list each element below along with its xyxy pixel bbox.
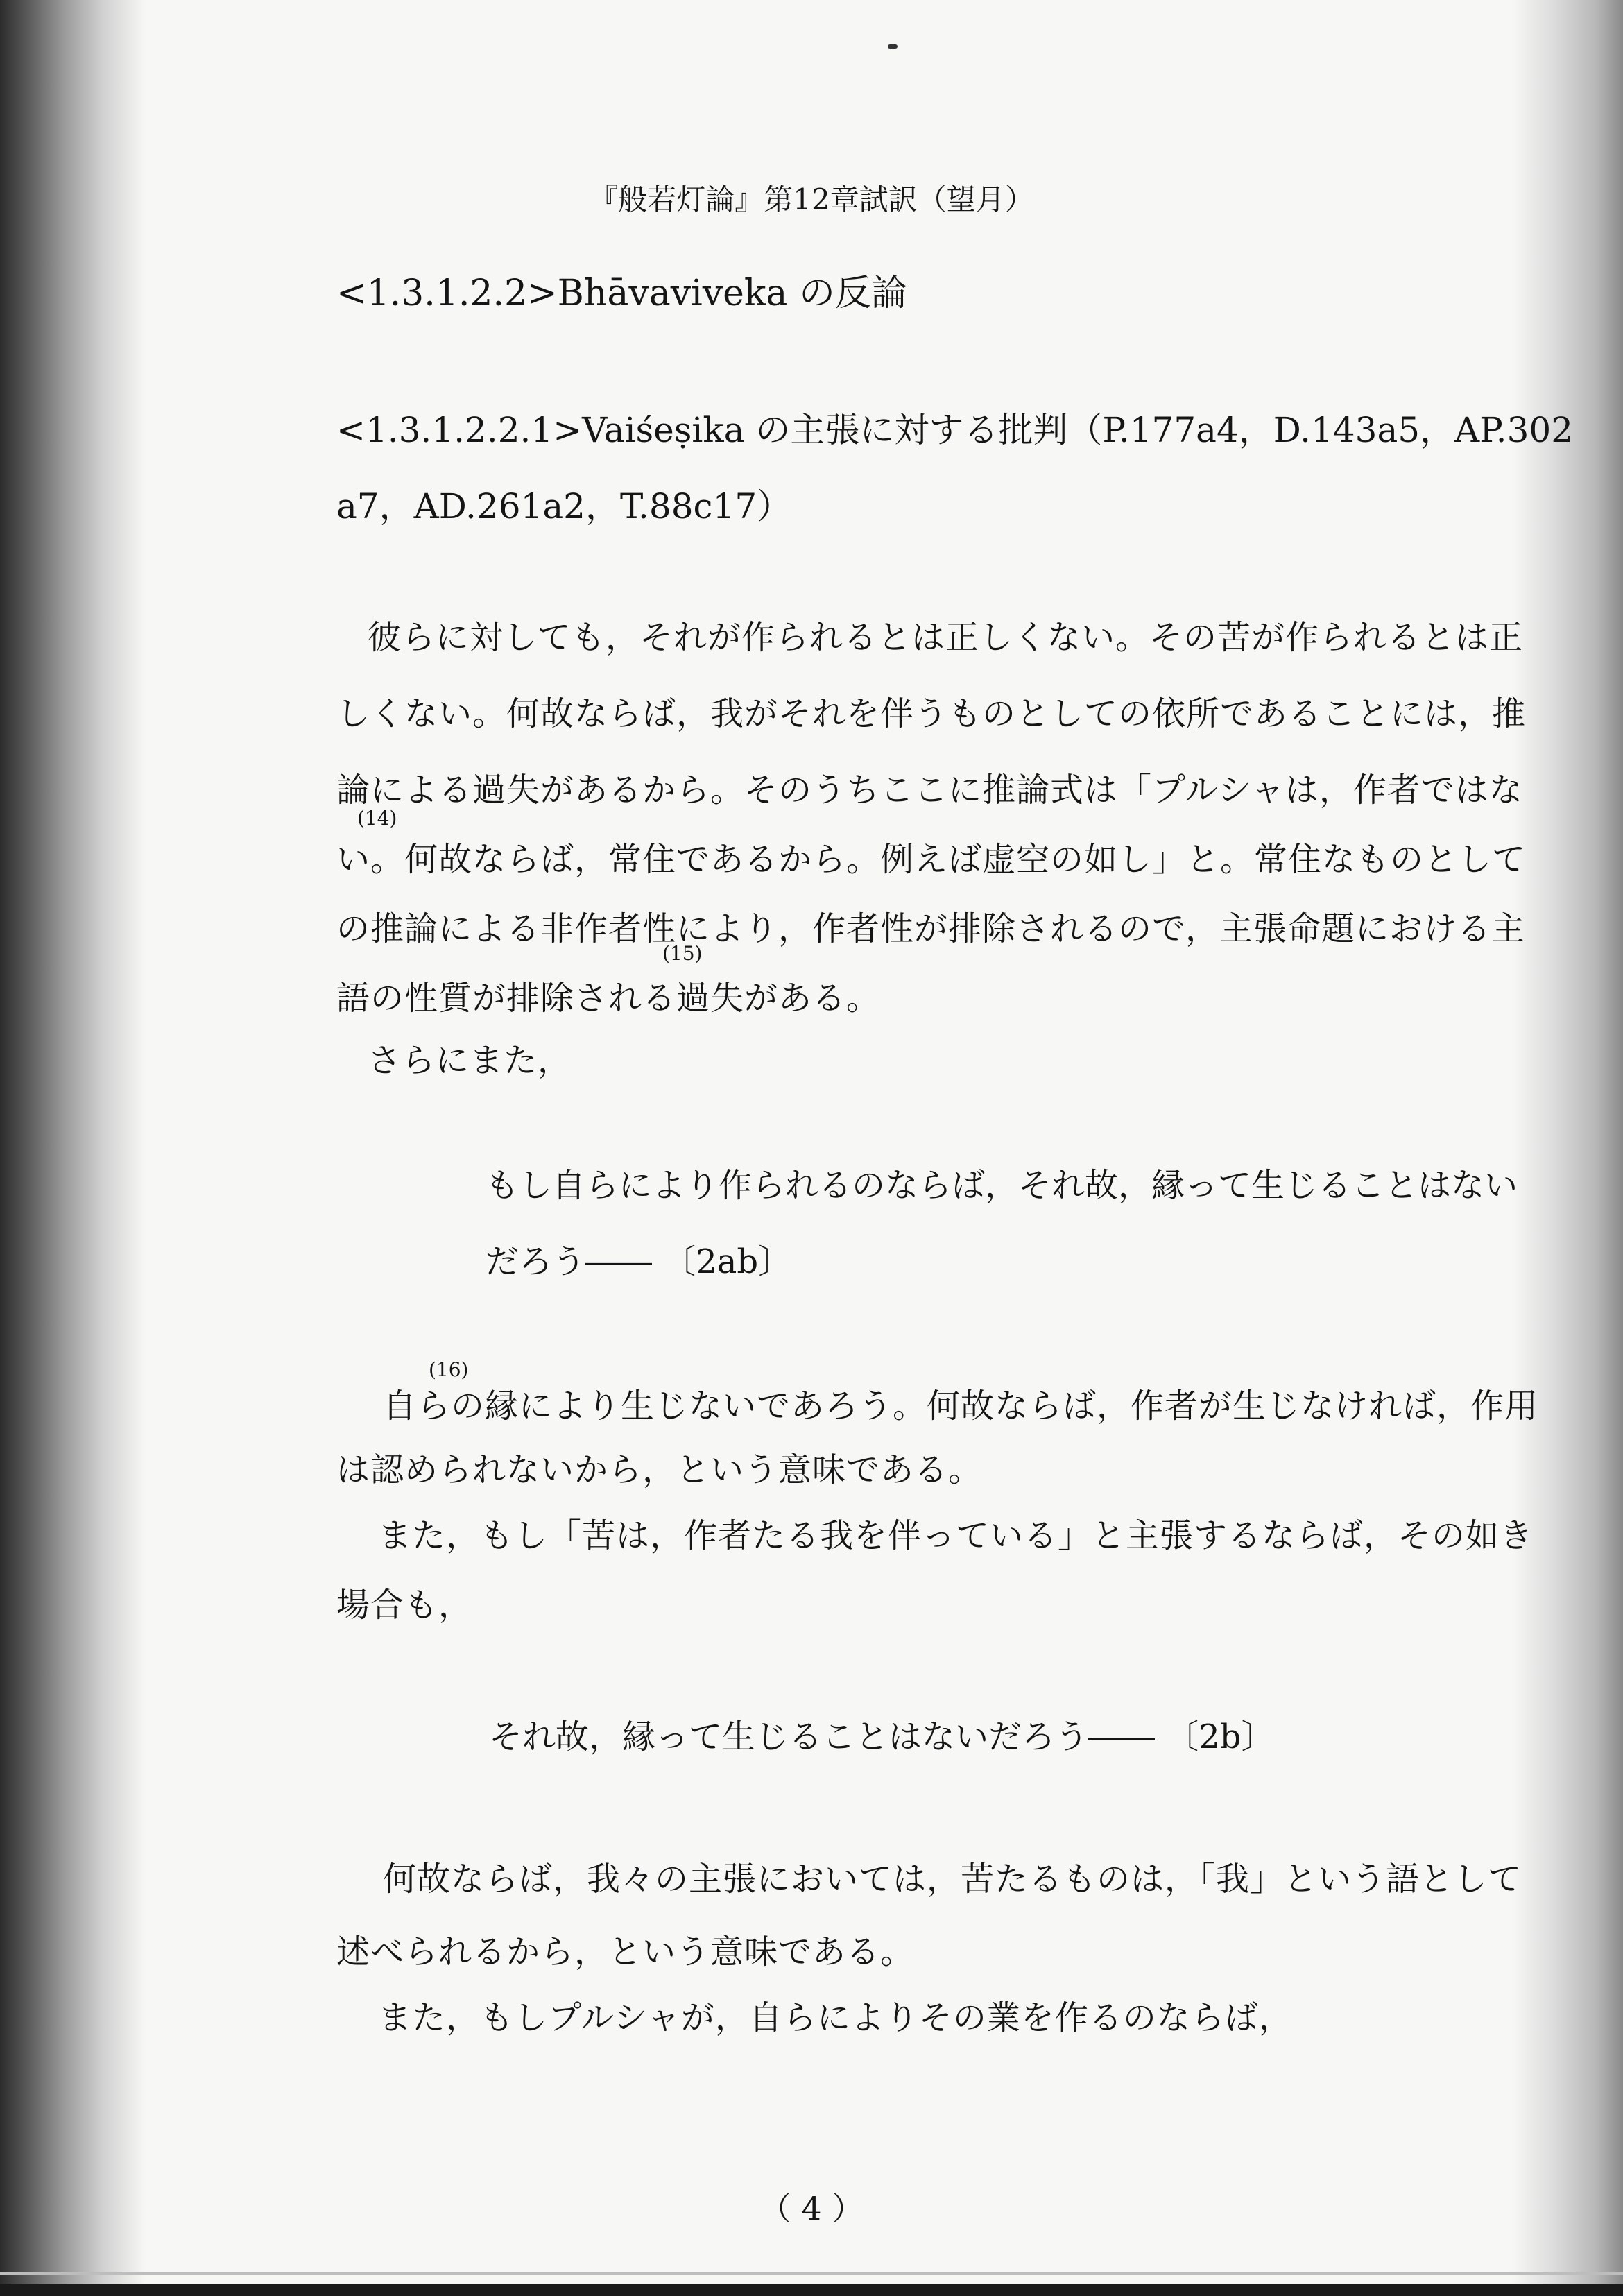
verse-2ab-line-2: だろう―― 〔2ab〕 xyxy=(486,1242,792,1281)
section-heading: <1.3.1.2.2>Bhāvaviveka の反論 xyxy=(336,273,907,314)
paragraph-1-line-4: い。何故ならば，常住であるから。例えば虚空の如し」と。常住なものとして xyxy=(336,840,1527,879)
transition-text: さらにまた， xyxy=(368,1041,572,1080)
footnote-marker-14: (14) xyxy=(357,807,397,830)
footnote-marker-15: (15) xyxy=(662,942,703,965)
paragraph-3-line-1: また，もし「苦は，作者たる我を伴っている」と主張するならば，その如き xyxy=(378,1516,1534,1555)
paragraph-4-line-2: 述べられるから，という意味である。 xyxy=(336,1933,915,1971)
running-header: 『般若灯論』第12章試訳（望月） xyxy=(589,182,1034,216)
paragraph-1-line-6: 語の性質が排除される過失がある。 xyxy=(336,979,881,1018)
paragraph-2-line-2: は認められないから，という意味である。 xyxy=(336,1450,983,1489)
footnote-marker-16: (16) xyxy=(429,1358,469,1381)
page-number: （ 4 ） xyxy=(759,2190,864,2227)
verse-2b: それ故，縁って生じることはないだろう―― 〔2b〕 xyxy=(489,1717,1275,1756)
paragraph-1-line-5: の推論による非作者性により，作者性が排除されるので，主張命題における主 xyxy=(336,909,1526,948)
paragraph-5-line-1: また，もしプルシャが，自らによりその業を作るのならば， xyxy=(378,1998,1293,2037)
paragraph-1-line-2: しくない。何故ならば，我がそれを伴うものとしての依所であることには，推 xyxy=(336,694,1527,733)
subsection-heading-line-2: a7，AD.261a2，T.88c17） xyxy=(336,486,792,526)
paragraph-3-line-2: 場合も， xyxy=(336,1586,473,1625)
paragraph-2-line-1: 自らの縁により生じないであろう。何故ならば，作者が生じなければ，作用 xyxy=(383,1387,1539,1425)
paragraph-1-line-1: 彼らに対しても，それが作られるとは正しくない。その苦が作られるとは正 xyxy=(368,618,1524,657)
subsection-heading-line-1: <1.3.1.2.2.1>Vaiśeṣika の主張に対する批判（P.177a4，D.143a5，AP.302 xyxy=(336,410,1574,450)
paragraph-4-line-1: 何故ならば，我々の主張においては，苦たるものは，「我」という語として xyxy=(383,1860,1522,1899)
paragraph-1-line-3: 論による過失があるから。そのうちここに推論式は「プルシャは，作者ではな xyxy=(336,771,1523,809)
verse-2ab-line-1: もし自らにより作られるのならば，それ故，縁って生じることはない xyxy=(486,1166,1518,1205)
